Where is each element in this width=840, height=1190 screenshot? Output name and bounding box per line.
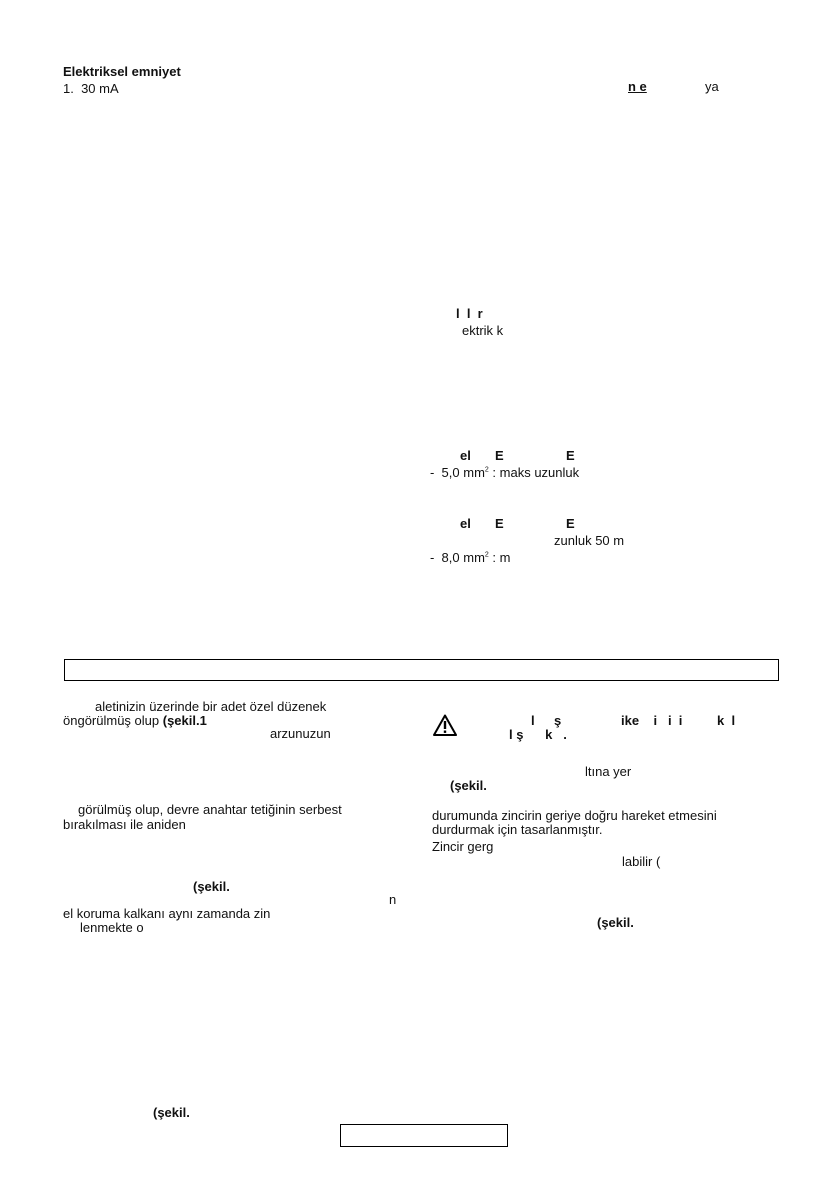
- section-title-box: [64, 659, 779, 681]
- left-para2-line2: bırakılması ile aniden: [63, 817, 186, 832]
- cable2-e2: E: [566, 516, 575, 531]
- left-para1-line2: [63, 713, 207, 728]
- cable3-spec-b: : m: [488, 550, 511, 565]
- warning-icon: [433, 714, 457, 736]
- left-para2-line1: görülmüş olup, devre anahtar tetiğinin serbest: [78, 802, 342, 817]
- left-para1-line3: arzunuzun: [270, 726, 331, 741]
- right-para3: Zincir gerg: [432, 839, 494, 854]
- warning-frag-c: ike i i i: [621, 713, 683, 728]
- cable1-spec-b: : maks uzunluk: [488, 465, 580, 480]
- right-para1: ltına yer: [585, 764, 632, 779]
- cable1-sup: 2: [484, 466, 489, 474]
- cable1-e1: E: [495, 448, 504, 463]
- figure-ref: (şekil.: [597, 915, 634, 930]
- warning-frag-d: k l: [717, 713, 736, 728]
- right-fragment-heading: l l r: [456, 306, 483, 321]
- warning-frag-b: ş: [554, 713, 562, 728]
- warning-line2: l ş k .: [509, 727, 567, 742]
- right-fragment-text: ektrik k: [462, 323, 504, 338]
- section-heading: Elektriksel emniyet: [63, 64, 181, 79]
- left-para1-line2-text: öngörülmüş olup: [63, 713, 163, 728]
- cable1-e2: E: [566, 448, 575, 463]
- left-para3-line3: lenmekte o: [80, 920, 144, 935]
- left-para3-line2: el koruma kalkanı aynı zamanda zin: [63, 906, 271, 921]
- left-para3-n: n: [389, 892, 397, 907]
- right-top-ya: ya: [705, 79, 719, 94]
- right-para2-line1: durumunda zincirin geriye doğru hareket etmesini: [432, 808, 717, 823]
- left-para1-line1: aletinizin üzerinde bir adet özel düzenek: [95, 699, 327, 714]
- cable2-e1: E: [495, 516, 504, 531]
- figure-ref: (şekil.: [193, 879, 230, 894]
- figure-ref: (şekil.: [153, 1105, 190, 1120]
- figure-ref: (şekil.: [450, 778, 487, 793]
- cable2-el: el: [460, 516, 471, 531]
- right-para4: labilir (: [622, 854, 661, 869]
- figure-ref: (şekil.1: [162, 713, 207, 728]
- cable1-spec: [430, 465, 579, 480]
- warning-frag-a: l: [531, 713, 535, 728]
- right-top-fragment: n e: [628, 79, 647, 94]
- cable1-spec-a: - 5,0 mm: [430, 465, 485, 480]
- cable3-spec-a: - 8,0 mm: [430, 550, 485, 565]
- list-item-1: 1. 30 mA: [63, 81, 119, 96]
- cable3-spec: [430, 550, 510, 565]
- cable3-sup: 2: [484, 551, 489, 559]
- cable1-el: el: [460, 448, 471, 463]
- cable2-length: zunluk 50 m: [554, 533, 625, 548]
- right-para2-line2: durdurmak için tasarlanmıştır.: [432, 822, 603, 837]
- page-footer-box: [340, 1124, 508, 1147]
